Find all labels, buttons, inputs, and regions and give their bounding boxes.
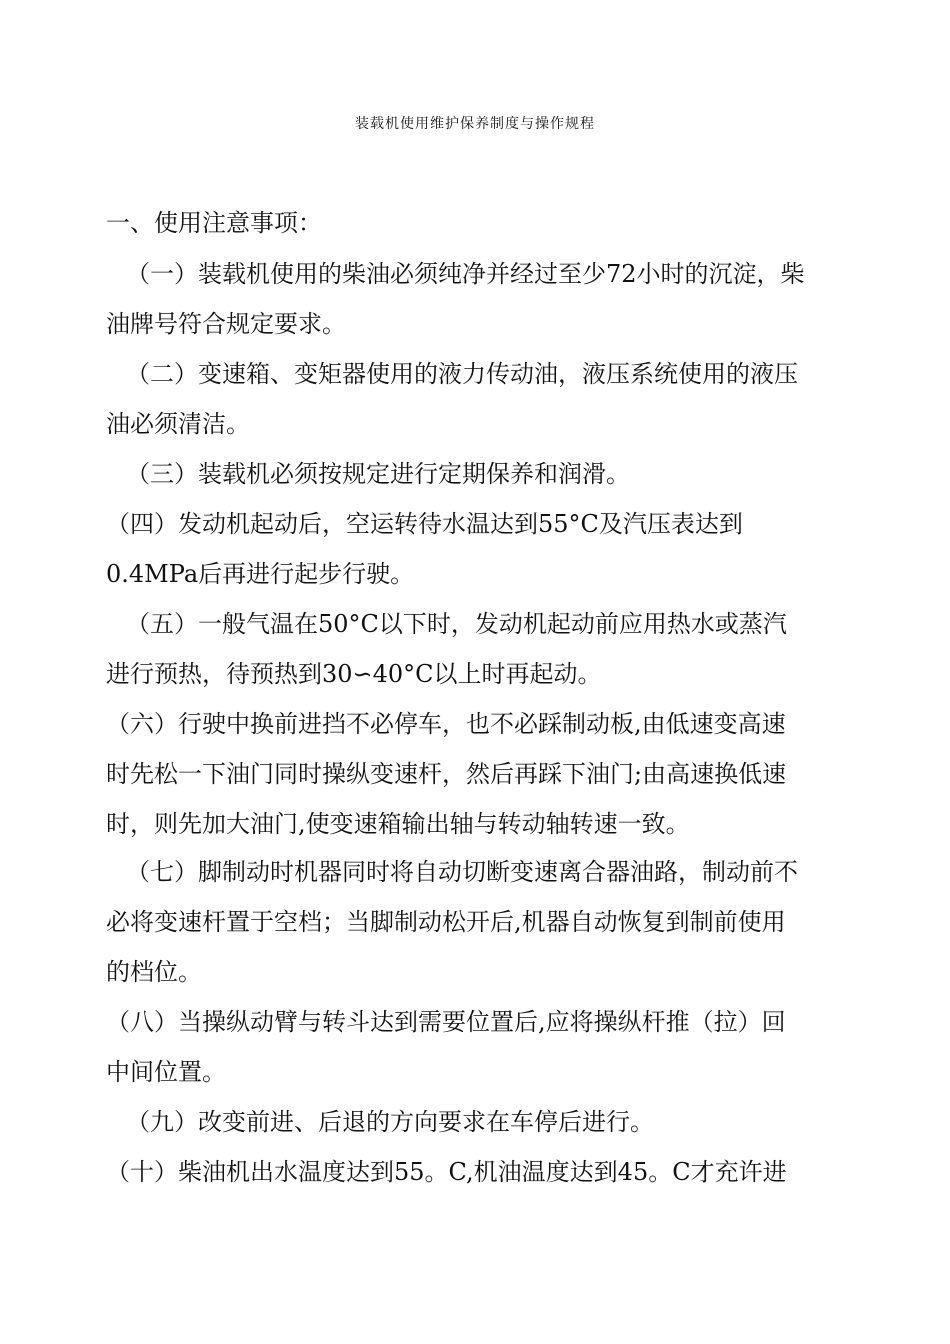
item-line: （十）柴油机出水温度达到55。C,机油温度达到45。C才充许进 [106, 1158, 787, 1186]
item-line: 0.4MPa后再进行起步行驶。 [106, 560, 415, 588]
item-line: （六）行驶中换前进挡不必停车，也不必踩制动板,由低速变高速 [106, 710, 786, 738]
item-line: （二）变速箱、变矩器使用的液力传动油，液压系统使用的液压 [126, 360, 798, 388]
document-title: 装载机使用维护保养制度与操作规程 [355, 116, 595, 132]
item-line: 中间位置。 [106, 1058, 226, 1086]
item-line: （四）发动机起动后，空运转待水温达到55°C及汽压表达到 [106, 510, 743, 538]
item-line: （三）装载机必须按规定进行定期保养和润滑。 [126, 460, 630, 488]
item-line: 必将变速杆置于空档；当脚制动松开后,机器自动恢复到制前使用 [106, 908, 786, 936]
item-line: （九）改变前进、后退的方向要求在车停后进行。 [126, 1108, 654, 1136]
item-line: （八）当操纵动臂与转斗达到需要位置后,应将操纵杆推（拉）回 [106, 1008, 786, 1036]
item-line: 油牌号符合规定要求。 [106, 310, 346, 338]
item-line: （七）脚制动时机器同时将自动切断变速离合器油路，制动前不 [126, 858, 798, 886]
item-line: 进行预热，待预热到30∽40°C以上时再起动。 [106, 660, 602, 688]
item-line: 油必须清洁。 [106, 410, 250, 438]
item-line: 的档位。 [106, 958, 202, 986]
section-heading: 一、使用注意事项： [106, 209, 322, 237]
item-line: 时先松一下油门同时操纵变速杆，然后再踩下油门;由高速换低速 [106, 760, 787, 788]
item-line: （五）一般气温在50°C以下时，发动机起动前应用热水或蒸汽 [126, 610, 787, 638]
item-line: （一）装载机使用的柴油必须纯净并经过至少72小时的沉淀，柴 [126, 260, 805, 288]
item-line: 时，则先加大油门,使变速箱输出轴与转动轴转速一致。 [106, 810, 690, 838]
